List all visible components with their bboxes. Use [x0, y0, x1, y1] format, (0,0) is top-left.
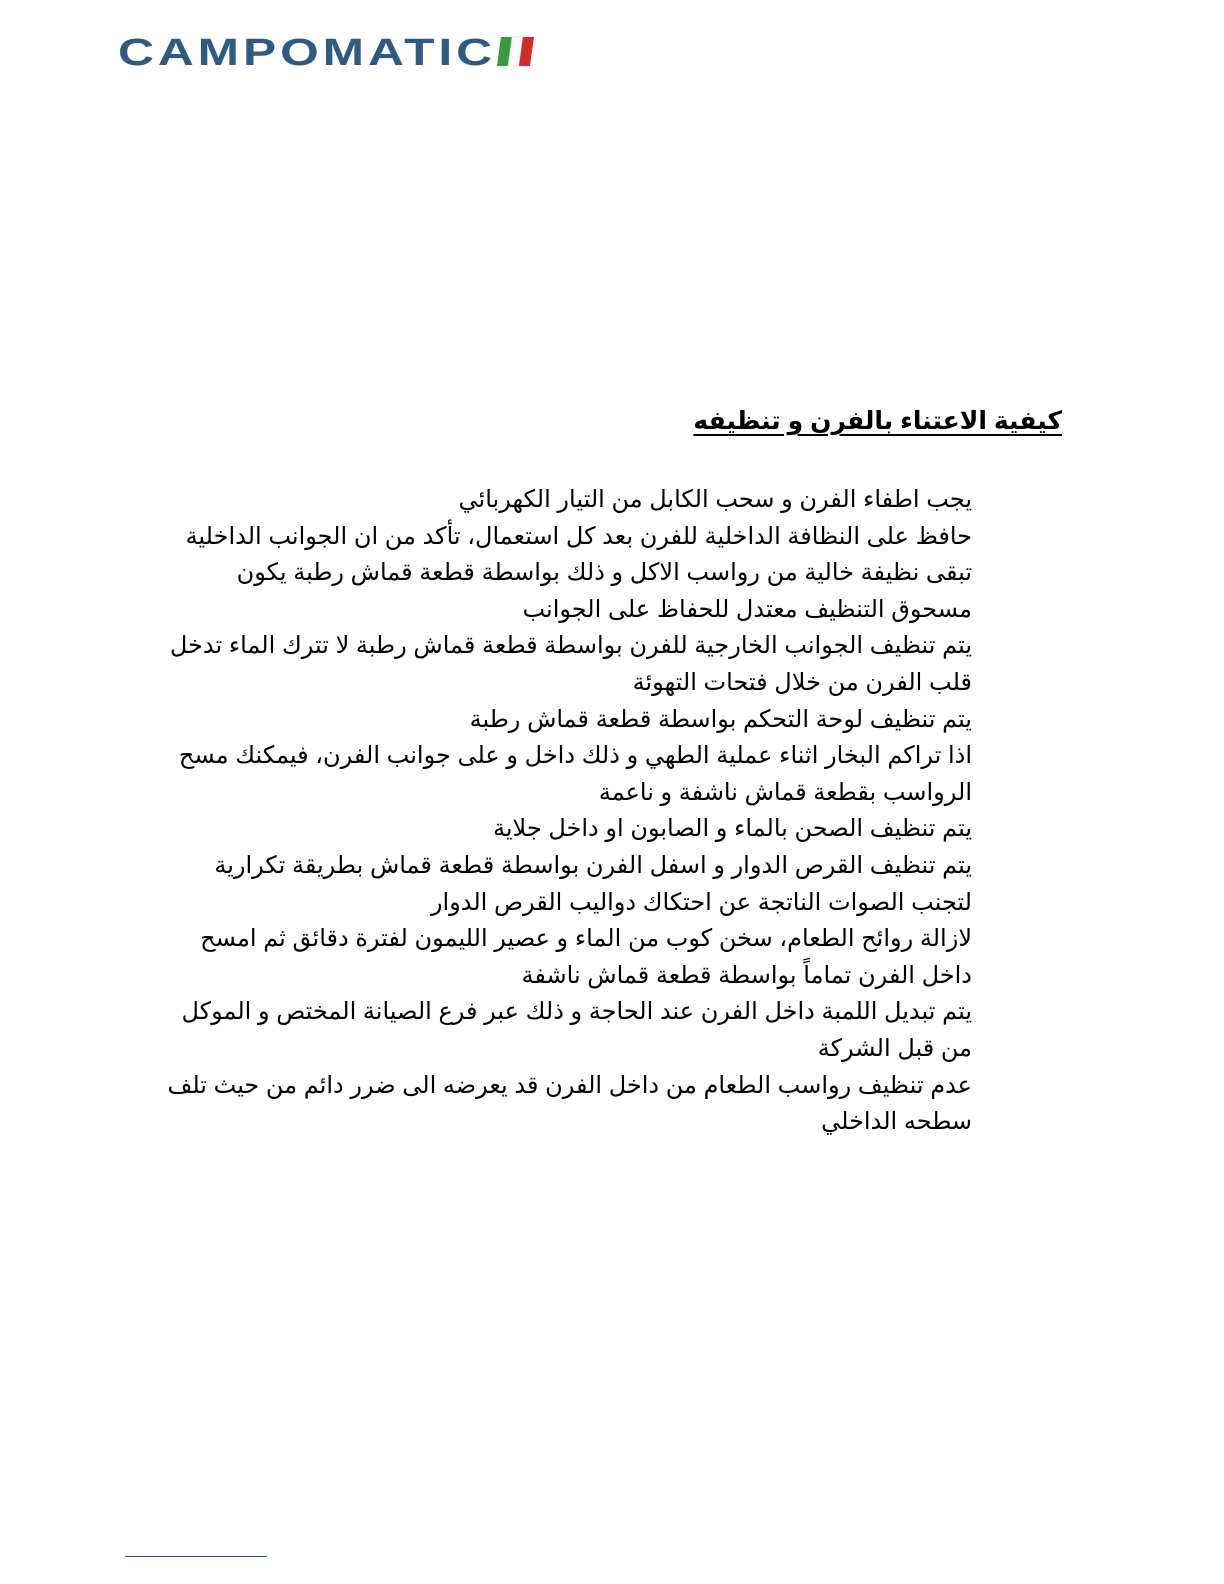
footer-divider [125, 1556, 267, 1557]
instruction-item: لازالة روائح الطعام، سخن كوب من الماء و عصير الليمون لفترة دقائق ثم امسح داخل الفرن تماماً بواسطة قطعة قماش ناشفة [200, 925, 972, 989]
campomatic-logo [118, 34, 538, 70]
instruction-item: يتم تنظيف لوحة التحكم بواسطة قطعة قماش رطبة [469, 705, 972, 733]
instruction-item: يتم تنظيف الجوانب الخارجية للفرن بواسطة قطعة قماش رطبة لا تترك الماء تدخل قلب الفرن من خلال فتحات التهوئة [169, 632, 972, 696]
instruction-item: يتم تنظيف الصحن بالماء و الصابون او داخل جلاية [493, 815, 972, 843]
section-title: كيفية الاعتناء بالفرن و تنظيفه [693, 407, 1062, 435]
italian-flag-icon [497, 37, 534, 66]
instruction-item: يتم تنظيف القرص الدوار و اسفل الفرن بواسطة قطعة قماش بطريقة تكرارية لتجنب الصوات الناتجة عن احتكاك دواليب القرص الدوار [214, 851, 972, 916]
logo-wordmark: CAMPOMATIC [118, 34, 496, 70]
instruction-item: يتم تبديل اللمبة داخل الفرن عند الحاجة و ذلك عبر فرع الصيانة المختص و الموكل من قبل الشركة [181, 998, 972, 1062]
instruction-item: اذا تراكم البخار اثناء عملية الطهي و ذلك داخل و على جوانب الفرن، فيمكنك مسح الرواسب بقطعة قماش ناشفة و ناعمة [178, 742, 972, 806]
instruction-item: يجب اطفاء الفرن و سحب الكابل من التيار الكهربائي [458, 486, 972, 513]
instruction-item: عدم تنظيف رواسب الطعام من داخل الفرن قد يعرضه الى ضرر دائم من حيث تلف سطحه الداخلي [167, 1071, 972, 1136]
care-instructions-list [150, 482, 972, 1141]
instruction-item: حافظ على النظافة الداخلية للفرن بعد كل استعمال، تأكد من ان الجوانب الداخلية تبقى نظيفة خالية من رواسب الاكل و ذلك بواسطة قطعة قماش رطبة يكون مسحوق التنظيف معتدل للحفاظ على الجوانب [185, 522, 972, 623]
